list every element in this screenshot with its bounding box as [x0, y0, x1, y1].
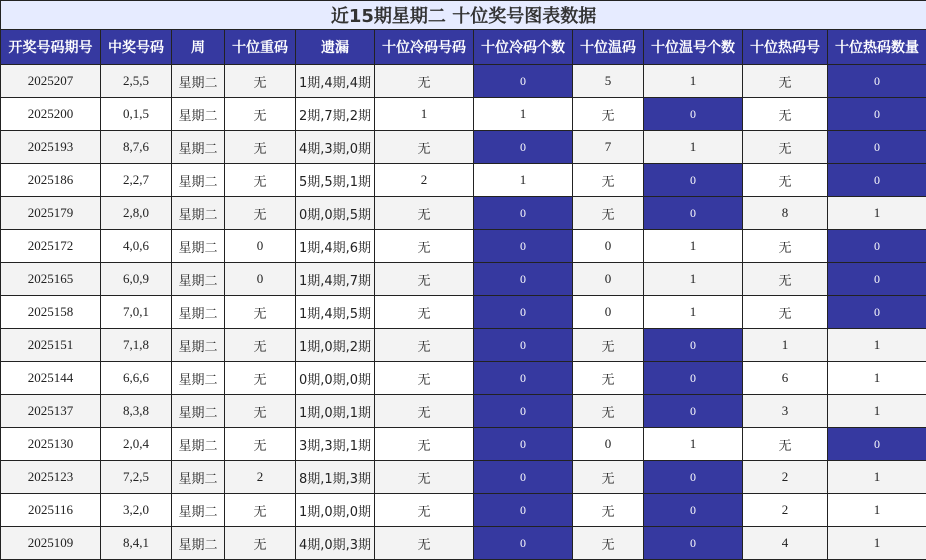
omission-cell: 1期,0期,2期	[296, 329, 375, 362]
weekday-cell: 星期二	[172, 329, 225, 362]
weekday-cell: 星期二	[172, 296, 225, 329]
hot-count-cell: 0	[828, 263, 926, 296]
warm-count-cell: 1	[644, 131, 743, 164]
cold-num-cell: 无	[375, 329, 474, 362]
header-repeat: 十位重码	[225, 30, 296, 65]
repeat-cell: 0	[225, 230, 296, 263]
table-row	[1, 131, 926, 164]
header-cold-count: 十位冷码个数	[474, 30, 573, 65]
warm-count-cell: 1	[644, 296, 743, 329]
numbers-cell: 3,2,0	[101, 494, 172, 527]
warm-count-cell: 0	[644, 494, 743, 527]
cold-count-cell: 0	[474, 362, 573, 395]
numbers-cell: 6,0,9	[101, 263, 172, 296]
warm-count-cell: 1	[644, 65, 743, 98]
weekday-cell: 星期二	[172, 527, 225, 560]
omission-cell: 2期,7期,2期	[296, 98, 375, 131]
cold-count-cell: 0	[474, 131, 573, 164]
hot-count-cell: 1	[828, 197, 926, 230]
hot-num-cell: 2	[743, 494, 828, 527]
warm-num-cell: 5	[573, 65, 644, 98]
omission-cell: 8期,1期,3期	[296, 461, 375, 494]
cold-num-cell: 1	[375, 98, 474, 131]
hot-count-cell: 1	[828, 395, 926, 428]
repeat-cell: 2	[225, 461, 296, 494]
omission-cell: 1期,0期,1期	[296, 395, 375, 428]
hot-count-cell: 0	[828, 296, 926, 329]
omission-cell: 0期,0期,5期	[296, 197, 375, 230]
header-warm-count: 十位温号个数	[644, 30, 743, 65]
warm-count-cell: 0	[644, 197, 743, 230]
cold-num-cell: 无	[375, 263, 474, 296]
header-numbers: 中奖号码	[101, 30, 172, 65]
numbers-cell: 6,6,6	[101, 362, 172, 395]
warm-num-cell: 0	[573, 263, 644, 296]
omission-cell: 0期,0期,0期	[296, 362, 375, 395]
hot-num-cell: 无	[743, 131, 828, 164]
table-row	[1, 98, 926, 131]
header-omission: 遗漏	[296, 30, 375, 65]
warm-num-cell: 无	[573, 395, 644, 428]
omission-cell: 1期,4期,4期	[296, 65, 375, 98]
weekday-cell: 星期二	[172, 98, 225, 131]
warm-count-cell: 1	[644, 428, 743, 461]
cold-count-cell: 0	[474, 329, 573, 362]
table-row	[1, 329, 926, 362]
table-header-row	[1, 30, 926, 65]
hot-count-cell: 0	[828, 65, 926, 98]
cold-count-cell: 0	[474, 197, 573, 230]
omission-cell: 1期,4期,5期	[296, 296, 375, 329]
cold-count-cell: 0	[474, 230, 573, 263]
period-cell: 2025123	[1, 461, 101, 494]
warm-num-cell: 无	[573, 362, 644, 395]
period-cell: 2025116	[1, 494, 101, 527]
omission-cell: 4期,0期,3期	[296, 527, 375, 560]
table-row	[1, 197, 926, 230]
hot-num-cell: 4	[743, 527, 828, 560]
table-row	[1, 362, 926, 395]
hot-count-cell: 1	[828, 527, 926, 560]
hot-num-cell: 无	[743, 230, 828, 263]
table-row	[1, 395, 926, 428]
hot-num-cell: 2	[743, 461, 828, 494]
warm-count-cell: 0	[644, 362, 743, 395]
repeat-cell: 无	[225, 164, 296, 197]
cold-num-cell: 无	[375, 428, 474, 461]
numbers-cell: 2,5,5	[101, 65, 172, 98]
cold-count-cell: 0	[474, 461, 573, 494]
cold-num-cell: 无	[375, 131, 474, 164]
numbers-cell: 2,8,0	[101, 197, 172, 230]
weekday-cell: 星期二	[172, 494, 225, 527]
warm-num-cell: 无	[573, 98, 644, 131]
repeat-cell: 无	[225, 98, 296, 131]
hot-count-cell: 0	[828, 428, 926, 461]
header-period: 开奖号码期号	[1, 30, 101, 65]
period-cell: 2025137	[1, 395, 101, 428]
header-warm-num: 十位温码	[573, 30, 644, 65]
weekday-cell: 星期二	[172, 197, 225, 230]
header-hot-count: 十位热码数量	[828, 30, 926, 65]
hot-num-cell: 8	[743, 197, 828, 230]
weekday-cell: 星期二	[172, 395, 225, 428]
warm-num-cell: 无	[573, 494, 644, 527]
hot-num-cell: 无	[743, 428, 828, 461]
numbers-cell: 2,2,7	[101, 164, 172, 197]
warm-count-cell: 0	[644, 395, 743, 428]
cold-num-cell: 无	[375, 230, 474, 263]
table-row	[1, 527, 926, 560]
period-cell: 2025151	[1, 329, 101, 362]
repeat-cell: 无	[225, 329, 296, 362]
period-cell: 2025207	[1, 65, 101, 98]
cold-count-cell: 0	[474, 527, 573, 560]
omission-cell: 1期,4期,7期	[296, 263, 375, 296]
warm-count-cell: 0	[644, 98, 743, 131]
cold-count-cell: 0	[474, 65, 573, 98]
cold-count-cell: 0	[474, 494, 573, 527]
numbers-cell: 8,7,6	[101, 131, 172, 164]
table-row	[1, 65, 926, 98]
weekday-cell: 星期二	[172, 362, 225, 395]
repeat-cell: 无	[225, 527, 296, 560]
warm-num-cell: 0	[573, 230, 644, 263]
warm-num-cell: 0	[573, 428, 644, 461]
weekday-cell: 星期二	[172, 131, 225, 164]
hot-count-cell: 1	[828, 461, 926, 494]
warm-num-cell: 无	[573, 527, 644, 560]
period-cell: 2025158	[1, 296, 101, 329]
hot-num-cell: 无	[743, 98, 828, 131]
omission-cell: 1期,4期,6期	[296, 230, 375, 263]
numbers-cell: 8,4,1	[101, 527, 172, 560]
weekday-cell: 星期二	[172, 65, 225, 98]
cold-num-cell: 无	[375, 197, 474, 230]
hot-count-cell: 1	[828, 362, 926, 395]
omission-cell: 4期,3期,0期	[296, 131, 375, 164]
repeat-cell: 无	[225, 428, 296, 461]
hot-num-cell: 无	[743, 296, 828, 329]
cold-num-cell: 无	[375, 296, 474, 329]
hot-count-cell: 1	[828, 329, 926, 362]
period-cell: 2025193	[1, 131, 101, 164]
hot-count-cell: 0	[828, 98, 926, 131]
header-weekday: 周	[172, 30, 225, 65]
hot-count-cell: 0	[828, 230, 926, 263]
hot-num-cell: 1	[743, 329, 828, 362]
repeat-cell: 无	[225, 362, 296, 395]
warm-num-cell: 0	[573, 296, 644, 329]
repeat-cell: 无	[225, 395, 296, 428]
header-hot-num: 十位热码号	[743, 30, 828, 65]
hot-num-cell: 6	[743, 362, 828, 395]
warm-num-cell: 无	[573, 197, 644, 230]
omission-cell: 1期,0期,0期	[296, 494, 375, 527]
cold-count-cell: 0	[474, 263, 573, 296]
omission-cell: 3期,3期,1期	[296, 428, 375, 461]
table-row	[1, 296, 926, 329]
table-title: 近15期星期二 十位奖号图表数据	[1, 1, 926, 30]
numbers-cell: 0,1,5	[101, 98, 172, 131]
hot-num-cell: 无	[743, 263, 828, 296]
period-cell: 2025130	[1, 428, 101, 461]
cold-num-cell: 无	[375, 65, 474, 98]
numbers-cell: 2,0,4	[101, 428, 172, 461]
period-cell: 2025144	[1, 362, 101, 395]
numbers-cell: 7,2,5	[101, 461, 172, 494]
period-cell: 2025179	[1, 197, 101, 230]
weekday-cell: 星期二	[172, 461, 225, 494]
hot-num-cell: 无	[743, 164, 828, 197]
cold-num-cell: 无	[375, 362, 474, 395]
numbers-cell: 4,0,6	[101, 230, 172, 263]
cold-count-cell: 1	[474, 98, 573, 131]
hot-num-cell: 3	[743, 395, 828, 428]
cold-num-cell: 无	[375, 527, 474, 560]
warm-num-cell: 无	[573, 164, 644, 197]
cold-count-cell: 0	[474, 395, 573, 428]
period-cell: 2025172	[1, 230, 101, 263]
weekday-cell: 星期二	[172, 164, 225, 197]
header-cold-num: 十位冷码号码	[375, 30, 474, 65]
warm-count-cell: 0	[644, 329, 743, 362]
warm-num-cell: 无	[573, 461, 644, 494]
repeat-cell: 无	[225, 296, 296, 329]
cold-num-cell: 2	[375, 164, 474, 197]
weekday-cell: 星期二	[172, 230, 225, 263]
weekday-cell: 星期二	[172, 428, 225, 461]
warm-count-cell: 0	[644, 461, 743, 494]
repeat-cell: 无	[225, 197, 296, 230]
omission-cell: 5期,5期,1期	[296, 164, 375, 197]
repeat-cell: 0	[225, 263, 296, 296]
table-row	[1, 164, 926, 197]
cold-count-cell: 1	[474, 164, 573, 197]
warm-count-cell: 0	[644, 164, 743, 197]
warm-count-cell: 1	[644, 263, 743, 296]
period-cell: 2025109	[1, 527, 101, 560]
hot-count-cell: 1	[828, 494, 926, 527]
table-row	[1, 428, 926, 461]
weekday-cell: 星期二	[172, 263, 225, 296]
repeat-cell: 无	[225, 65, 296, 98]
cold-num-cell: 无	[375, 461, 474, 494]
period-cell: 2025200	[1, 98, 101, 131]
warm-num-cell: 无	[573, 329, 644, 362]
hot-count-cell: 0	[828, 164, 926, 197]
period-cell: 2025165	[1, 263, 101, 296]
cold-count-cell: 0	[474, 428, 573, 461]
cold-count-cell: 0	[474, 296, 573, 329]
numbers-cell: 7,1,8	[101, 329, 172, 362]
cold-num-cell: 无	[375, 494, 474, 527]
period-cell: 2025186	[1, 164, 101, 197]
repeat-cell: 无	[225, 131, 296, 164]
hot-count-cell: 0	[828, 131, 926, 164]
repeat-cell: 无	[225, 494, 296, 527]
warm-count-cell: 0	[644, 527, 743, 560]
hot-num-cell: 无	[743, 65, 828, 98]
numbers-cell: 7,0,1	[101, 296, 172, 329]
cold-num-cell: 无	[375, 395, 474, 428]
table-row	[1, 494, 926, 527]
table-body	[1, 65, 926, 560]
numbers-cell: 8,3,8	[101, 395, 172, 428]
warm-num-cell: 7	[573, 131, 644, 164]
warm-count-cell: 1	[644, 230, 743, 263]
table-row	[1, 263, 926, 296]
table-row	[1, 461, 926, 494]
table-row	[1, 230, 926, 263]
